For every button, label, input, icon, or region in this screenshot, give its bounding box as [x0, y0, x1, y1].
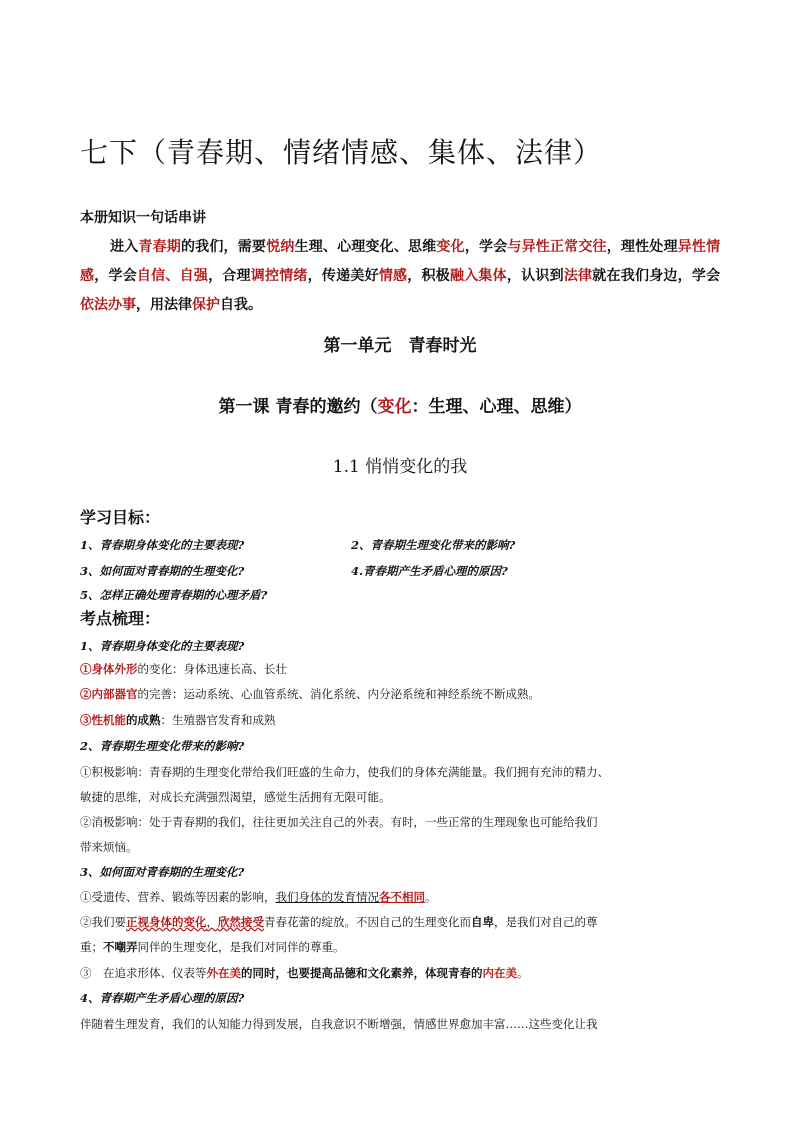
intro-keyword: 悦纳: [266, 239, 295, 255]
key-points-label: 考点梳理：: [80, 609, 161, 628]
answer-2-2-line2: 带来烦恼。: [80, 840, 138, 854]
answer-3-2-line1: ②我们要正视身体的变化，欣然接受青春花蕾的绽放。不因自己的生理变化而自卑，是我们对自己的尊: [80, 915, 598, 929]
intro-text: ，传递美好: [307, 268, 379, 284]
page-title: 七下（青春期、情绪情感、集体、法律）: [80, 136, 603, 169]
intro-text: 的我们，需要: [180, 239, 267, 255]
intro-keyword: 自信、自强: [136, 268, 209, 284]
lesson-title-suffix: ：生理、心理、思维）: [411, 397, 582, 417]
question-4: 4、青春期产生矛盾心理的原因?: [80, 991, 245, 1005]
intro-keyword: 法律: [563, 268, 593, 284]
intro-text: ，积极: [407, 268, 450, 284]
goal-item: 1、青春期身体变化的主要表现?: [80, 538, 245, 552]
goal-item: 5、怎样正确处理青春期的心理矛盾?: [80, 588, 268, 602]
intro-text: ，用法律: [136, 297, 192, 313]
answer-3-1: ①受遗传、营养、锻炼等因素的影响，我们身体的发育情况各不相同。: [80, 890, 437, 904]
intro-text: 进入: [110, 239, 139, 255]
learning-goals-label: 学习目标：: [80, 508, 161, 527]
intro-text: 自我。: [220, 297, 262, 313]
lesson-title: [80, 392, 720, 417]
answer-3-3: ③ 在追求形体、仪表等外在美的同时，也要提高品德和文化素养，体现青春的内在美。: [80, 966, 529, 980]
answer-4-line1: 伴随着生理发育，我们的认知能力得到发展，自我意识不断增强，情感世界愈加丰富……这些变化让我: [80, 1017, 598, 1031]
answer-2-1-line1: ①积极影响：青春期的生理变化带给我们旺盛的生命力，使我们的身体充满能量。我们拥有充沛的精力、: [80, 765, 609, 779]
goal-item: 3、如何面对青春期的生理变化?: [80, 564, 245, 578]
intro-keyword: 依法办事: [80, 297, 136, 313]
intro-keyword: 情感: [378, 268, 408, 284]
question-2: 2、青春期生理变化带来的影响?: [80, 739, 245, 753]
intro-text: ，学会: [464, 239, 508, 255]
intro-text: 就在我们身边，学会: [592, 268, 721, 284]
answer-1-2: ②内部器官的完善：运动系统、心血管系统、消化系统、内分泌系统和神经系统不断成熟。: [80, 687, 540, 701]
intro-heading: 本册知识一句话串讲: [80, 210, 206, 226]
goal-item: 4.青春期产生矛盾心理的原因?: [351, 564, 508, 578]
intro-keyword: 调控情绪: [250, 268, 308, 284]
answer-1-1: ①身体外形的变化：身体迅速长高、长壮: [80, 662, 287, 676]
answer-2-1-line2: 敏捷的思维，对成长充满强烈渴望，感觉生活拥有无限可能。: [80, 790, 391, 804]
answer-3-2-line2: 重；不嘲弄同伴的生理变化，是我们对同伴的尊重。: [80, 940, 345, 954]
intro-keyword: 青春期: [138, 239, 181, 255]
goal-item: 2、青春期生理变化带来的影响?: [351, 538, 516, 552]
intro-text: ，认识到: [506, 268, 564, 284]
lesson-title-prefix: 第一课 青春的邀约（: [218, 397, 378, 417]
question-3: 3、如何面对青春期的生理变化?: [80, 865, 245, 879]
intro-keyword: 与异性正常交往: [507, 239, 607, 255]
intro-text: 生理、心理变化、思维: [294, 239, 437, 255]
lesson-title-highlight: 变化: [377, 397, 412, 417]
intro-keyword: 融入集体: [449, 268, 507, 284]
section-title: 1.1 悄悄变化的我: [332, 457, 468, 477]
intro-text: ，学会: [94, 268, 137, 284]
intro-keyword: 变化: [436, 239, 465, 255]
answer-1-3: ③性机能的成熟：生殖器官发育和成熟: [80, 713, 276, 727]
unit-title: 第一单元 青春时光: [323, 336, 477, 356]
answer-2-2-line1: ②消极影响：处于青春期的我们，往往更加关注自己的外表。有时，一些正常的生理现象也可能给我们: [80, 815, 598, 829]
question-1: 1、青春期身体变化的主要表现?: [80, 639, 245, 653]
intro-text: ，理性处理: [606, 239, 678, 255]
intro-keyword: 异性情感: [80, 239, 721, 284]
intro-paragraph: [80, 233, 720, 320]
intro-text: ，合理: [208, 268, 251, 284]
intro-keyword: 保护: [192, 297, 220, 313]
